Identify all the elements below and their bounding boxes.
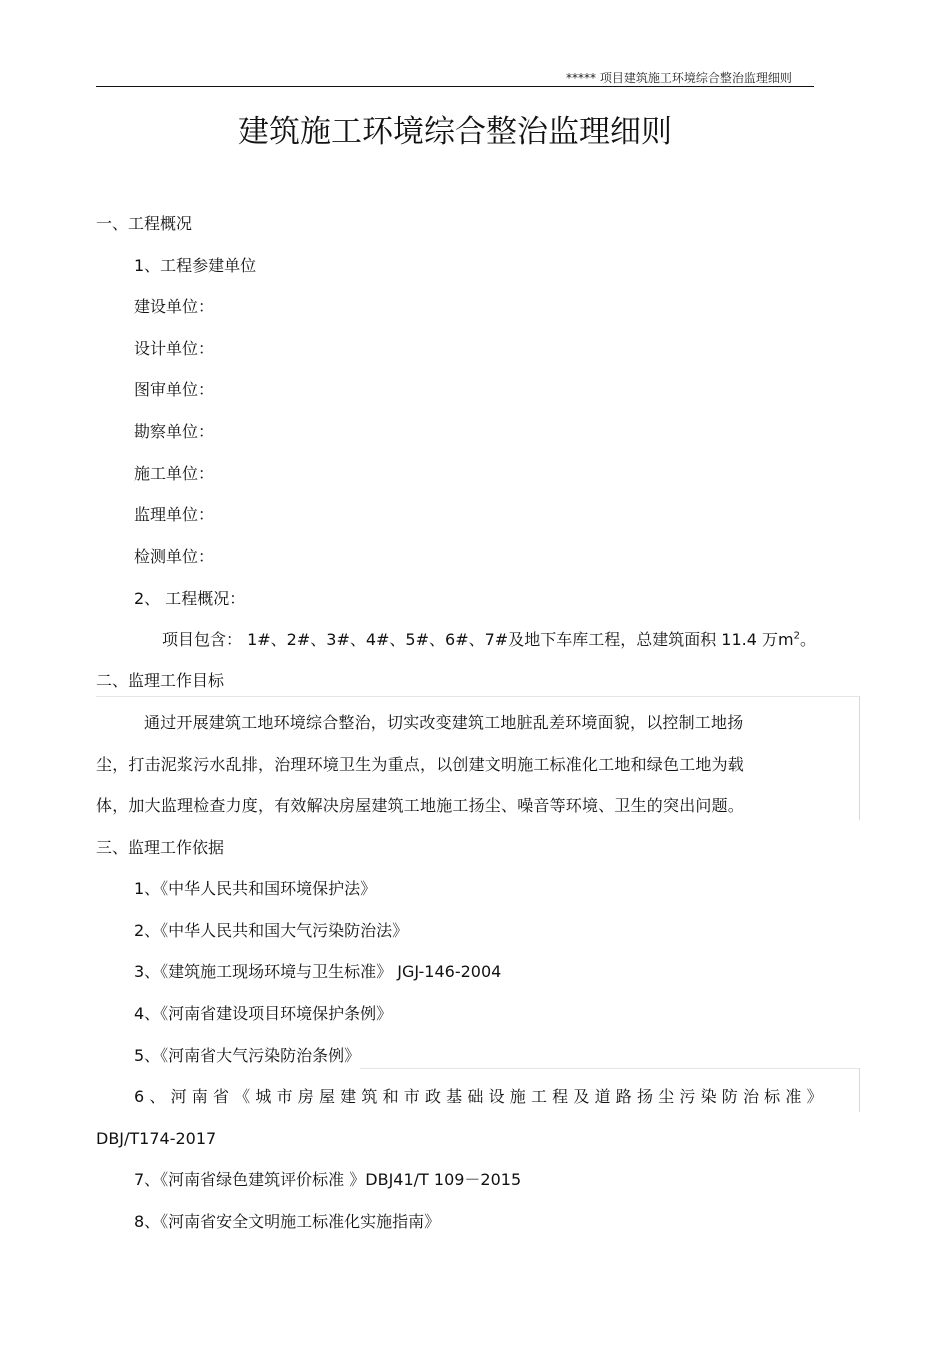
project-scope-end: 。 <box>799 630 816 649</box>
item-frame-right <box>859 1068 860 1112</box>
project-scope-main: 项目包含： 1#、2#、3#、4#、5#、6#、7#及地下车库工程，总建筑面积 11.4 万m <box>162 630 794 649</box>
unit-drawing-review: 图审单位： <box>134 380 215 399</box>
basis-item-code: DBJ/T174-2017 <box>96 1129 217 1148</box>
unit-construction-owner: 建设单位： <box>134 297 215 316</box>
project-scope-text <box>162 629 816 651</box>
basis-item: 1、《中华人民共和国环境保护法》 <box>134 879 377 898</box>
subheading-participants: 1、工程参建单位 <box>134 256 257 275</box>
square-superscript: 2 <box>793 630 800 642</box>
running-header: ***** 项目建筑施工环境综合整治监理细则 <box>566 71 792 85</box>
header-divider <box>96 86 814 87</box>
goals-line-1: 通过开展建筑工地环境综合整治，切实改变建筑工地脏乱差环境面貌，以控制工地扬 <box>144 713 744 732</box>
basis-item-long: 6、河南省《城市房屋建筑和市政基础设施工程及道路扬尘污染防治标准》 <box>134 1087 828 1106</box>
basis-item: 5、《河南省大气污染防治条例》 <box>134 1046 361 1065</box>
goals-line-3: 体，加大监理检查力度，有效解决房屋建筑工地施工扬尘、噪音等环境、卫生的突出问题。 <box>96 796 745 815</box>
unit-survey: 勘察单位： <box>134 422 215 441</box>
subheading-project-overview: 2、 工程概况： <box>134 589 246 608</box>
document-title: 建筑施工环境综合整治监理细则 <box>238 114 672 150</box>
item-frame-top <box>360 1068 859 1069</box>
section-heading-basis: 三、监理工作依据 <box>96 838 225 857</box>
paragraph-frame-right <box>859 696 860 820</box>
goals-line-2: 尘，打击泥浆污水乱排，治理环境卫生为重点，以创建文明施工标准化工地和绿色工地为载 <box>96 755 745 774</box>
basis-item: 8、《河南省安全文明施工标准化实施指南》 <box>134 1212 441 1231</box>
unit-contractor: 施工单位： <box>134 464 215 483</box>
basis-item: 7、《河南省绿色建筑评价标准 》DBJ41/T 109－2015 <box>134 1170 522 1189</box>
basis-item: 2、《中华人民共和国大气污染防治法》 <box>134 921 409 940</box>
section-heading-goals: 二、监理工作目标 <box>96 671 225 690</box>
basis-item: 3、《建筑施工现场环境与卫生标准》 JGJ-146-2004 <box>134 962 502 981</box>
unit-supervision: 监理单位： <box>134 505 215 524</box>
unit-design: 设计单位： <box>134 339 215 358</box>
section-heading-overview: 一、工程概况 <box>96 214 193 233</box>
unit-testing: 检测单位： <box>134 547 215 566</box>
basis-item: 4、《河南省建设项目环境保护条例》 <box>134 1004 393 1023</box>
paragraph-frame-top <box>96 696 859 697</box>
